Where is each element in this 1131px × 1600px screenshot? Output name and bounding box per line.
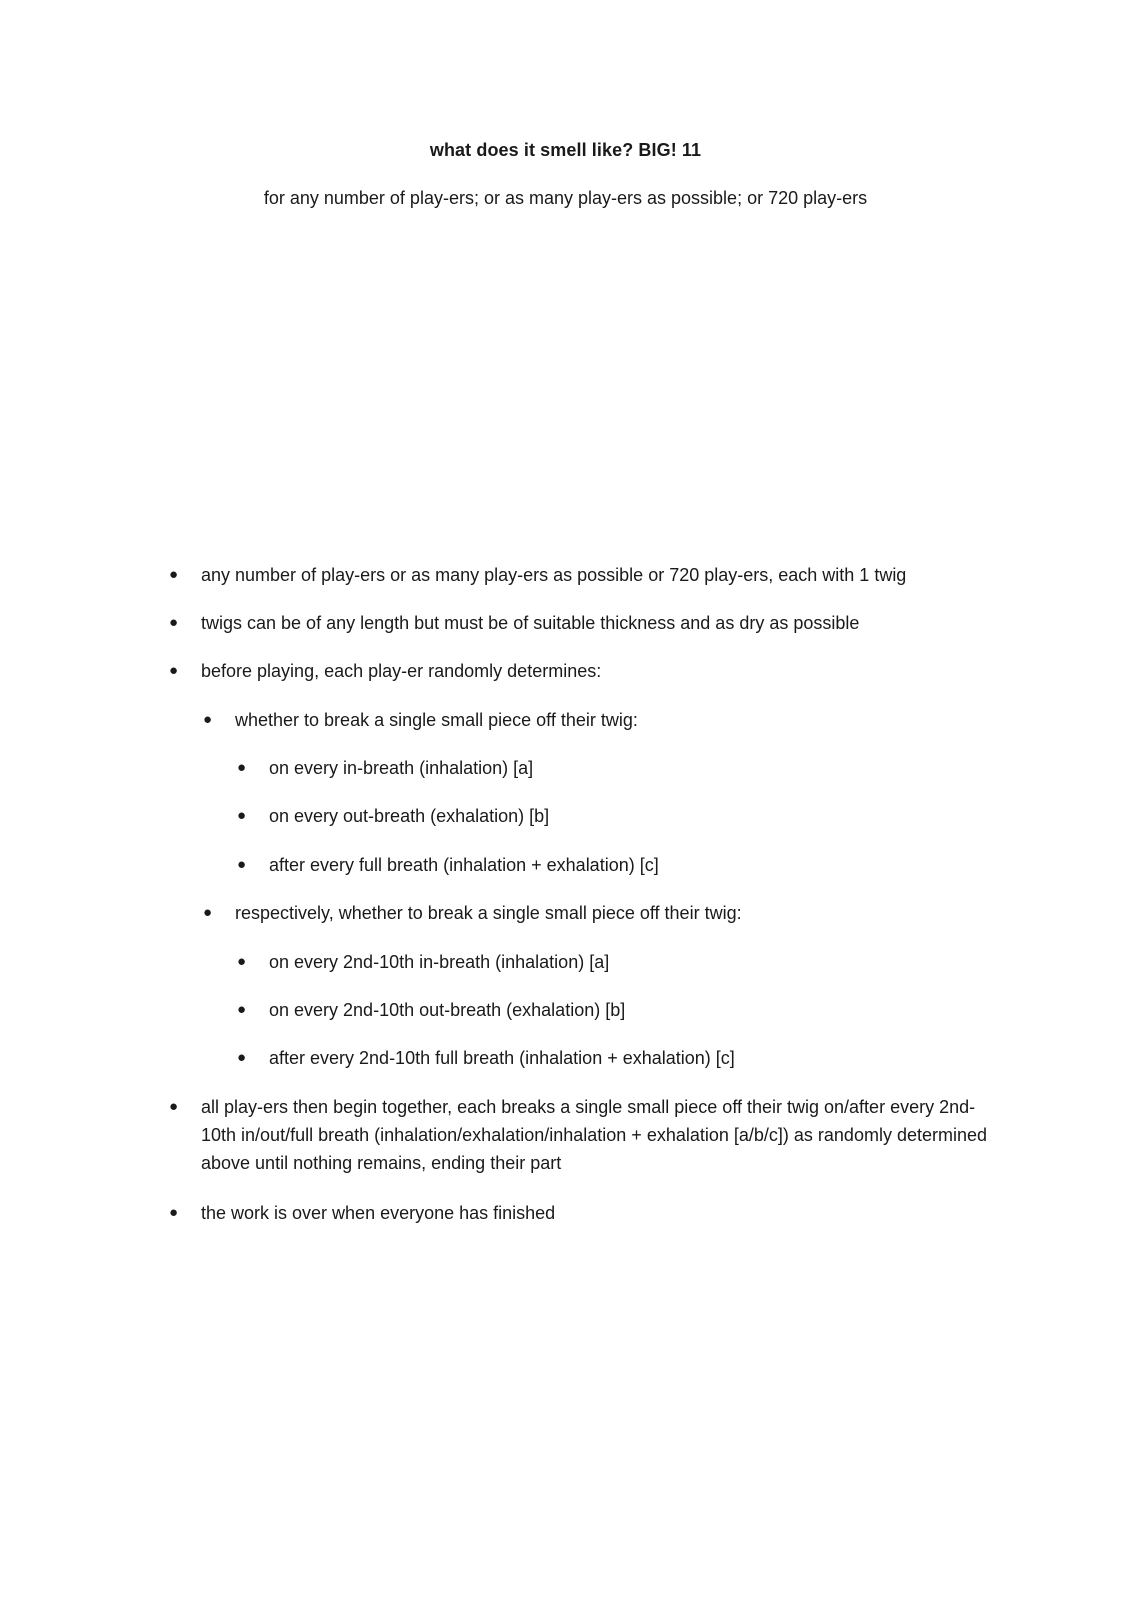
list-item xyxy=(169,609,860,637)
document-title: what does it smell like? BIG! 11 xyxy=(429,140,702,160)
list-item-text: the work is over when everyone has finished xyxy=(201,1203,556,1223)
list-item-text: twigs can be of any length but must be of suitable thickness and as dry as possible xyxy=(201,613,860,633)
bullet-icon: ● xyxy=(237,759,247,776)
list-item-text: all play-ers then begin together, each breaks a single small piece off their twig on/after every 2nd-10th in/out/full breath (inhalation/exhalation/inhalation + exhalation [a/b/c]) as randomly determined above until nothing remains, ending their part xyxy=(201,1097,987,1173)
bullet-icon: ● xyxy=(237,807,247,824)
list-item-text: respectively, whether to break a single small piece off their twig: xyxy=(235,903,742,923)
bullet-icon: ● xyxy=(203,711,213,728)
list-item xyxy=(203,706,638,734)
list-item-text: before playing, each play-er randomly determines: xyxy=(201,661,602,681)
list-item xyxy=(237,1044,735,1072)
list-item-text: after every full breath (inhalation + exhalation) [c] xyxy=(269,855,659,875)
list-item xyxy=(203,899,742,927)
list-item-text: on every out-breath (exhalation) [b] xyxy=(269,806,550,826)
list-item-text: after every 2nd-10th full breath (inhalation + exhalation) [c] xyxy=(269,1048,735,1068)
document-subtitle: for any number of play-ers; or as many play-ers as possible; or 720 play-ers xyxy=(263,188,868,208)
bullet-icon: ● xyxy=(169,662,179,679)
bullet-icon: ● xyxy=(237,953,247,970)
list-item-text: whether to break a single small piece off their twig: xyxy=(235,710,638,730)
list-item xyxy=(169,657,602,685)
bullet-icon: ● xyxy=(169,1204,179,1221)
list-item xyxy=(237,802,550,830)
list-item-text: on every 2nd-10th out-breath (exhalation) [b] xyxy=(269,1000,626,1020)
list-item xyxy=(169,1093,1001,1177)
list-item xyxy=(169,561,907,589)
list-item xyxy=(237,754,534,782)
bullet-icon: ● xyxy=(169,566,179,583)
list-item-text: on every 2nd-10th in-breath (inhalation) [a] xyxy=(269,952,610,972)
bullet-icon: ● xyxy=(237,1001,247,1018)
list-item xyxy=(237,948,610,976)
list-item-text: on every in-breath (inhalation) [a] xyxy=(269,758,534,778)
list-item xyxy=(237,851,659,879)
bullet-icon: ● xyxy=(237,1049,247,1066)
bullet-icon: ● xyxy=(237,856,247,873)
bullet-icon: ● xyxy=(169,1098,179,1115)
list-item-text: any number of play-ers or as many play-ers as possible or 720 play-ers, each with 1 twig xyxy=(201,565,907,585)
list-item xyxy=(169,1199,556,1227)
bullet-icon: ● xyxy=(169,614,179,631)
list-item xyxy=(237,996,626,1024)
bullet-icon: ● xyxy=(203,904,213,921)
